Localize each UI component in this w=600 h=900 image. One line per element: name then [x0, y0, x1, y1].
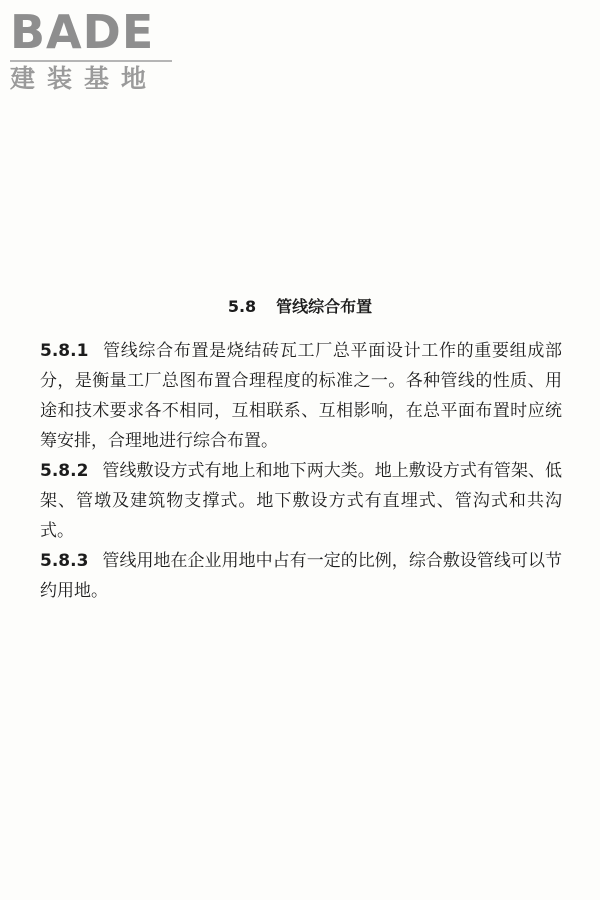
watermark-divider: [10, 60, 172, 62]
clause-5-8-1: [40, 336, 562, 456]
clause-list: [40, 336, 562, 606]
watermark-chinese-text: 建装基地: [10, 64, 159, 93]
clause-5-8-3: [40, 546, 562, 606]
section-title-text: 管线综合布置: [276, 297, 373, 316]
section-heading: [0, 296, 600, 318]
watermark-latin-text: BADE: [10, 5, 155, 59]
clause-number: 5.8.2: [40, 461, 89, 481]
bade-watermark-logo: [10, 6, 180, 96]
clause-number: 5.8.1: [40, 341, 89, 361]
clause-text: 管线综合布置是烧结砖瓦工厂总平面设计工作的重要组成部分，是衡量工厂总图布置合理程度的标准之一。各种管线的性质、用途和技术要求各不相同，互相联系、互相影响，在总平面布置时应统筹安排，合理地进行综合布置。: [40, 341, 562, 451]
clause-5-8-2: [40, 456, 562, 546]
clause-number: 5.8.3: [40, 551, 89, 571]
clause-text: 管线用地在企业用地中占有一定的比例，综合敷设管线可以节约用地。: [40, 551, 562, 601]
section-number: 5.8: [227, 297, 257, 316]
clause-text: 管线敷设方式有地上和地下两大类。地上敷设方式有管架、低架、管墩及建筑物支撑式。地下敷设方式有直埋式、管沟式和共沟式。: [40, 461, 562, 541]
